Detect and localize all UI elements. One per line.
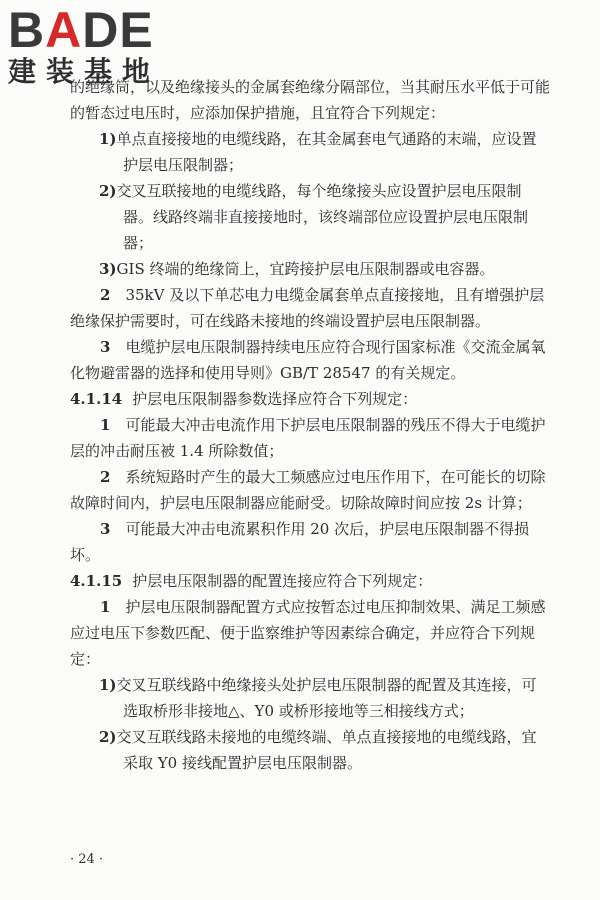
clause-number: 4.1.15 [70,572,123,590]
numbered-paragraph [70,594,550,672]
list-item-text: 交叉互联接地的电缆线路，每个绝缘接头应设置护层电压限制器。线路终端非直接接地时，该终端部位应设置护层电压限制器； [116,182,529,252]
list-item-text: 交叉互联线路中绝缘接头处护层电压限制器的配置及其连接，可选取桥形非接地△、Y0 或桥形接地等三相接线方式； [116,676,537,720]
list-item-text: 单点直接接地的电缆线路，在其金属套电气通路的末端，应设置护层电压限制器； [116,130,537,174]
numbered-paragraph [70,464,550,516]
page-number: · 24 · [70,852,104,867]
paragraph-text: 可能最大冲击电流作用下护层电压限制器的残压不得大于电缆护层的冲击耐压被 1.4 所除数值； [70,416,546,460]
paragraph-text: 可能最大冲击电流累积作用 20 次后，护层电压限制器不得损坏。 [70,520,530,564]
paragraph-text: 电缆护层电压限制器持续电压应符合现行国家标准《交流金属氧化物避雷器的选择和使用导则》GB/T 28547 的有关规定。 [70,338,546,382]
paragraph-number: 3 [100,338,111,356]
logo-brand-pre: B [8,2,46,58]
list-item-number: 3) [99,260,117,278]
paragraph-text: 护层电压限制器配置方式应按暂态过电压抑制效果、满足工频感应过电压下参数匹配、便于监察维护等因素综合确定，并应符合下列规定： [70,598,546,668]
list-item-text: GIS 终端的绝缘筒上，宜跨接护层电压限制器或电容器。 [116,260,495,278]
logo-brand-post: DE [82,2,154,58]
list-item-number: 1) [99,130,117,148]
numbered-paragraph [70,334,550,386]
list-item [70,724,550,776]
numbered-paragraph [70,282,550,334]
numbered-paragraph [70,516,550,568]
paragraph-number: 1 [100,416,111,434]
paragraph-text: 的绝缘筒，以及绝缘接头的金属套绝缘分隔部位，当其耐压水平低于可能的暂态过电压时，应添加保护措施，且宜符合下列规定： [70,78,551,122]
paragraph-text: 35kV 及以下单芯电力电缆金属套单点直接接地，且有增强护层绝缘保护需要时，可在线路未接地的终端设置护层电压限制器。 [70,286,545,330]
clause-text: 护层电压限制器参数选择应符合下列规定： [132,390,418,408]
paragraph-text: 系统短路时产生的最大工频感应过电压作用下，在可能长的切除故障时间内，护层电压限制器应能耐受。切除故障时间应按 2s 计算； [70,468,546,512]
paragraph-number: 2 [100,468,111,486]
paragraph-number: 1 [100,598,111,616]
list-item [70,126,550,178]
list-item-number: 2) [99,182,117,200]
logo [8,2,176,88]
logo-brand-accent: A [45,2,83,58]
list-item-number: 1) [99,676,117,694]
logo-brand [8,2,176,58]
document-body [70,74,550,776]
paragraph-number: 3 [100,520,111,538]
list-item [70,178,550,256]
logo-subtitle: 建装基地 [8,55,161,88]
clause-heading [70,568,550,594]
list-item [70,256,550,282]
list-item-number: 2) [99,728,117,746]
clause-heading [70,386,550,412]
clause-number: 4.1.14 [70,390,123,408]
numbered-paragraph [70,412,550,464]
list-item-text: 交叉互联线路未接地的电缆终端、单点直接接地的电缆线路，宜采取 Y0 接线配置护层电压限制器。 [116,728,537,772]
list-item [70,672,550,724]
paragraph-number: 2 [100,286,111,304]
clause-text: 护层电压限制器的配置连接应符合下列规定： [132,572,433,590]
